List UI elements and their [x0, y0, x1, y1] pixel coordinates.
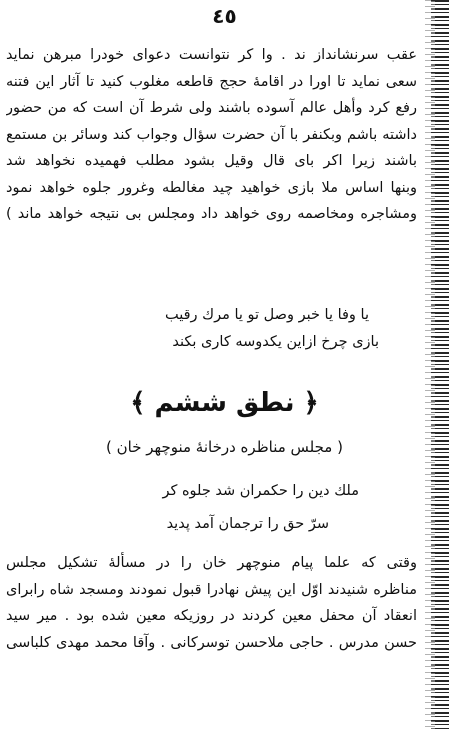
- text-line: سعی نماید تا اورا در اقامهٔ حجج قاطعه مغلوب کنید تا آثار این فتنه: [6, 73, 417, 90]
- chapter-title: ﴿ نطق ششم ﴾: [130, 388, 319, 418]
- verse-block-1: [40, 302, 379, 355]
- text-line: عقب سرنشانداز ند . وا کر نتوانست دعوای خودرا مبرهن نماید: [6, 47, 417, 63]
- body-paragraph-2: [6, 550, 417, 656]
- text-line: ومشاجره ومخاصمه روی خواهد داد ومجلس بی نتیجه خواهد ماند ): [6, 206, 417, 222]
- text-line: انعقاد آن محفل معین کردند در روزیکه معین شده بود . میر سید: [6, 608, 417, 624]
- text-line: حسن مدرس . حاجی ملاحسن توسرکانی . وآقا محمد مهدی کلباسی: [6, 634, 417, 651]
- text-line: وبنها اساس ملا بازی خواهید چید مغالطه وغرور جلوه خواهد نمود: [6, 179, 417, 196]
- page-binding-shadow: [425, 0, 435, 729]
- text-line: مناظره شنیدند اوّل این پیش نهادرا قبول نمودند ومسجد شاه رابرای: [6, 581, 417, 598]
- text-line: داشته باشم وبکنفر با آن حضرت سؤال وجواب کند وسائر بن مستمع: [6, 126, 417, 143]
- verse-line: ملك دین را حکمران شد جلوه کر: [162, 483, 359, 499]
- verse-block-2: [40, 478, 359, 537]
- verse-line: یا وفا یا خبر وصل تو یا مرك رقیب: [164, 307, 369, 323]
- text-line: وقتی که علما پیام منوچهر خان را در مسألهٔ تشکیل مجلس: [6, 555, 417, 571]
- page-number: ٤٥: [212, 4, 237, 28]
- verse-line: بازی چرخ ازاین یکدوسه کاری بکند: [172, 333, 379, 350]
- text-line: باشند زیرا اکر بای قال وقیل بشود مطلب فهمیده نخواهد شد: [6, 153, 417, 169]
- chapter-subtitle: ( مجلس مناظره درخانهٔ منوچهر خان ): [106, 438, 343, 456]
- text-line: رفع کرد وأهل عالم آسوده باشند ولی شرط آن است که من حضور: [6, 100, 417, 116]
- verse-line: سرّ حق را ترجمان آمد پدید: [166, 515, 329, 532]
- body-paragraph-1: [6, 42, 417, 228]
